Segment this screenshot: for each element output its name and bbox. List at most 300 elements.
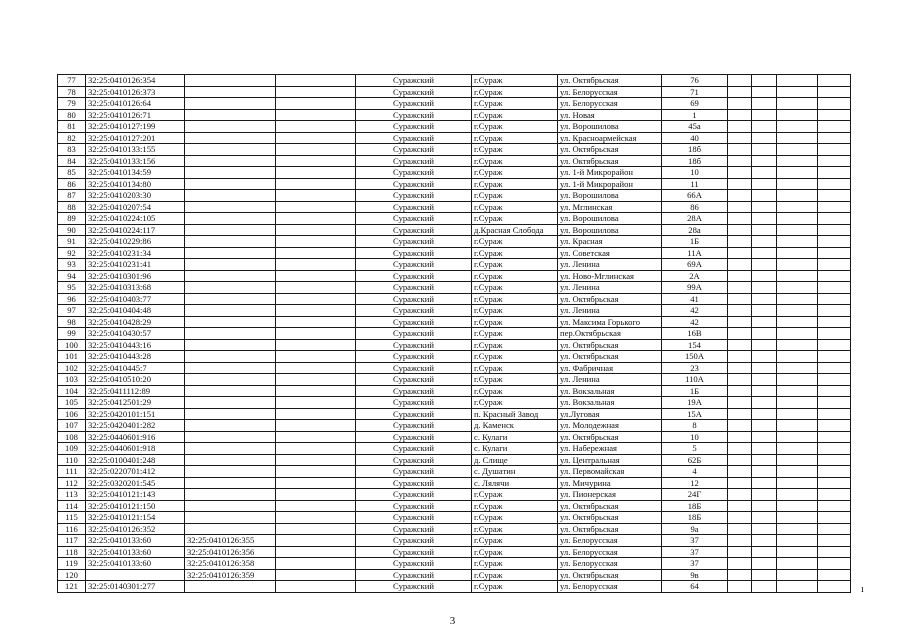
blank-cell [818, 282, 851, 294]
row-number-cell: 99 [58, 328, 86, 340]
secondary-cadastral-cell [185, 500, 276, 512]
street-cell: ул. Советская [558, 247, 662, 259]
secondary-cadastral-cell [185, 167, 276, 179]
house-number-cell: 42 [662, 316, 728, 328]
table-row [58, 454, 851, 466]
locality-cell: г.Сураж [472, 489, 558, 501]
row-number-cell: 88 [58, 201, 86, 213]
blank-cell [728, 282, 752, 294]
street-cell: ул. Октябрьская [558, 569, 662, 581]
blank-cell [752, 420, 777, 432]
cadastral-number-cell: 32:25:0410313:68 [86, 282, 185, 294]
cadastral-number-cell: 32:25:0410224:117 [86, 224, 185, 236]
blank-cell [777, 316, 818, 328]
district-cell: Суражский [356, 190, 472, 202]
street-cell: ул. Красноармейская [558, 132, 662, 144]
secondary-cadastral-cell: 32:25:0410126:359 [185, 569, 276, 581]
cadastral-number-cell: 32:25:0410127:199 [86, 121, 185, 133]
table-row [58, 270, 851, 282]
blank-cell [752, 385, 777, 397]
blank-cell [777, 293, 818, 305]
house-number-cell: 66А [662, 190, 728, 202]
secondary-cadastral-cell [185, 305, 276, 317]
blank-cell [752, 569, 777, 581]
district-cell: Суражский [356, 535, 472, 547]
blank-cell [728, 581, 752, 593]
blank-cell [752, 477, 777, 489]
street-cell: ул. 1-й Микрорайон [558, 167, 662, 179]
row-number-cell: 86 [58, 178, 86, 190]
street-cell: ул. Вокзальная [558, 385, 662, 397]
district-cell: Суражский [356, 408, 472, 420]
empty-cell [276, 305, 356, 317]
secondary-cadastral-cell [185, 282, 276, 294]
blank-cell [818, 546, 851, 558]
table-row [58, 420, 851, 432]
blank-cell [777, 500, 818, 512]
house-number-cell: 18Б [662, 500, 728, 512]
street-cell: ул. Первомайская [558, 466, 662, 478]
blank-cell [818, 569, 851, 581]
house-number-cell: 9в [662, 569, 728, 581]
blank-cell [752, 523, 777, 535]
row-number-cell: 112 [58, 477, 86, 489]
blank-cell [728, 121, 752, 133]
blank-cell [752, 316, 777, 328]
row-number-cell: 95 [58, 282, 86, 294]
blank-cell [777, 270, 818, 282]
table-row [58, 282, 851, 294]
cadastral-number-cell: 32:25:0410127:201 [86, 132, 185, 144]
district-cell: Суражский [356, 270, 472, 282]
table-row [58, 569, 851, 581]
table-row [58, 443, 851, 455]
street-cell: ул. Ворошилова [558, 121, 662, 133]
street-cell: ул. Мичурина [558, 477, 662, 489]
blank-cell [752, 397, 777, 409]
cadastral-number-cell: 32:25:0140301:277 [86, 581, 185, 593]
blank-cell [777, 109, 818, 121]
secondary-cadastral-cell [185, 259, 276, 271]
empty-cell [276, 270, 356, 282]
cadastral-number-cell: 32:25:0420101:151 [86, 408, 185, 420]
blank-cell [752, 132, 777, 144]
table-row [58, 259, 851, 271]
blank-cell [777, 523, 818, 535]
district-cell: Суражский [356, 351, 472, 363]
blank-cell [818, 178, 851, 190]
street-cell: ул. Белорусская [558, 546, 662, 558]
blank-cell [728, 535, 752, 547]
locality-cell: г.Сураж [472, 109, 558, 121]
house-number-cell: 64 [662, 581, 728, 593]
street-cell: ул. Белорусская [558, 581, 662, 593]
street-cell: ул. Ворошилова [558, 190, 662, 202]
blank-cell [728, 259, 752, 271]
blank-cell [777, 213, 818, 225]
district-cell: Суражский [356, 431, 472, 443]
empty-cell [276, 385, 356, 397]
cadastral-number-cell: 32:25:0410510:20 [86, 374, 185, 386]
blank-cell [818, 362, 851, 374]
blank-cell [818, 500, 851, 512]
table-row [58, 224, 851, 236]
house-number-cell: 110А [662, 374, 728, 386]
street-cell: ул.Луговая [558, 408, 662, 420]
cadastral-number-cell: 32:25:0410134:59 [86, 167, 185, 179]
empty-cell [276, 569, 356, 581]
table-row [58, 431, 851, 443]
cadastral-number-cell: 32:25:0410126:373 [86, 86, 185, 98]
street-cell: ул. Октябрьская [558, 523, 662, 535]
blank-cell [728, 546, 752, 558]
district-cell: Суражский [356, 443, 472, 455]
street-cell: ул. Октябрьская [558, 431, 662, 443]
blank-cell [728, 466, 752, 478]
empty-cell [276, 535, 356, 547]
blank-cell [752, 236, 777, 248]
street-cell: ул. Октябрьская [558, 339, 662, 351]
table-row [58, 316, 851, 328]
table-row [58, 512, 851, 524]
table-row [58, 178, 851, 190]
empty-cell [276, 247, 356, 259]
blank-cell [728, 523, 752, 535]
blank-cell [752, 144, 777, 156]
blank-cell [728, 431, 752, 443]
empty-cell [276, 339, 356, 351]
blank-cell [777, 328, 818, 340]
table-row [58, 213, 851, 225]
secondary-cadastral-cell [185, 328, 276, 340]
cadastral-number-cell: 32:25:0420401:282 [86, 420, 185, 432]
street-cell: ул. Октябрьская [558, 500, 662, 512]
blank-cell [752, 500, 777, 512]
blank-cell [752, 546, 777, 558]
locality-cell: г.Сураж [472, 351, 558, 363]
locality-cell: г.Сураж [472, 155, 558, 167]
blank-cell [728, 201, 752, 213]
table-row [58, 155, 851, 167]
blank-cell [728, 454, 752, 466]
cadastral-number-cell: 32:25:0410231:34 [86, 247, 185, 259]
blank-cell [777, 431, 818, 443]
house-number-cell: 18б [662, 144, 728, 156]
house-number-cell: 37 [662, 558, 728, 570]
secondary-cadastral-cell [185, 132, 276, 144]
blank-cell [818, 512, 851, 524]
row-number-cell: 93 [58, 259, 86, 271]
blank-cell [777, 259, 818, 271]
empty-cell [276, 420, 356, 432]
blank-cell [752, 489, 777, 501]
blank-cell [752, 270, 777, 282]
street-cell: ул. Октябрьская [558, 512, 662, 524]
blank-cell [728, 224, 752, 236]
blank-cell [752, 328, 777, 340]
street-cell: ул. 1-й Микрорайон [558, 178, 662, 190]
cadastral-number-cell: 32:25:0411112:89 [86, 385, 185, 397]
street-cell: ул. Ворошилова [558, 213, 662, 225]
blank-cell [728, 397, 752, 409]
locality-cell: г.Сураж [472, 132, 558, 144]
blank-cell [752, 339, 777, 351]
locality-cell: г.Сураж [472, 328, 558, 340]
locality-cell: г.Сураж [472, 374, 558, 386]
blank-cell [728, 512, 752, 524]
blank-cell [818, 397, 851, 409]
table-row [58, 75, 851, 87]
street-cell: ул. Фабричная [558, 362, 662, 374]
blank-cell [752, 408, 777, 420]
blank-cell [818, 454, 851, 466]
blank-cell [818, 144, 851, 156]
blank-cell [818, 316, 851, 328]
blank-cell [752, 293, 777, 305]
blank-cell [818, 305, 851, 317]
district-cell: Суражский [356, 236, 472, 248]
district-cell: Суражский [356, 581, 472, 593]
district-cell: Суражский [356, 305, 472, 317]
row-number-cell: 108 [58, 431, 86, 443]
blank-cell [777, 397, 818, 409]
street-cell: ул. Октябрьская [558, 293, 662, 305]
house-number-cell: 28а [662, 224, 728, 236]
empty-cell [276, 328, 356, 340]
secondary-cadastral-cell [185, 374, 276, 386]
blank-cell [752, 121, 777, 133]
empty-cell [276, 132, 356, 144]
locality-cell: г.Сураж [472, 305, 558, 317]
street-cell: ул. Ленина [558, 305, 662, 317]
empty-cell [276, 477, 356, 489]
district-cell: Суражский [356, 121, 472, 133]
blank-cell [777, 178, 818, 190]
secondary-cadastral-cell [185, 224, 276, 236]
street-cell: ул. Октябрьская [558, 155, 662, 167]
blank-cell [777, 98, 818, 110]
blank-cell [818, 523, 851, 535]
secondary-cadastral-cell [185, 420, 276, 432]
row-number-cell: 104 [58, 385, 86, 397]
empty-cell [276, 109, 356, 121]
district-cell: Суражский [356, 316, 472, 328]
blank-cell [752, 86, 777, 98]
district-cell: Суражский [356, 374, 472, 386]
blank-cell [728, 351, 752, 363]
blank-cell [818, 190, 851, 202]
street-cell: ул. Белорусская [558, 86, 662, 98]
empty-cell [276, 558, 356, 570]
cadastral-number-cell: 32:25:0410445:7 [86, 362, 185, 374]
cadastral-number-cell: 32:25:0410133:156 [86, 155, 185, 167]
blank-cell [777, 75, 818, 87]
blank-cell [818, 75, 851, 87]
cadastral-number-cell: 32:25:0410229:86 [86, 236, 185, 248]
blank-cell [728, 477, 752, 489]
secondary-cadastral-cell [185, 316, 276, 328]
row-number-cell: 84 [58, 155, 86, 167]
blank-cell [728, 178, 752, 190]
district-cell: Суражский [356, 362, 472, 374]
locality-cell: г.Сураж [472, 270, 558, 282]
row-number-cell: 109 [58, 443, 86, 455]
blank-cell [752, 581, 777, 593]
locality-cell: г.Сураж [472, 190, 558, 202]
district-cell: Суражский [356, 546, 472, 558]
table-row [58, 523, 851, 535]
district-cell: Суражский [356, 293, 472, 305]
empty-cell [276, 362, 356, 374]
district-cell: Суражский [356, 109, 472, 121]
document-sheet [57, 74, 851, 593]
empty-cell [276, 316, 356, 328]
table-row [58, 397, 851, 409]
house-number-cell: 18Б [662, 512, 728, 524]
district-cell: Суражский [356, 178, 472, 190]
empty-cell [276, 155, 356, 167]
locality-cell: г.Сураж [472, 569, 558, 581]
blank-cell [777, 420, 818, 432]
blank-cell [818, 213, 851, 225]
table-row [58, 190, 851, 202]
table-row [58, 466, 851, 478]
cadastral-number-cell: 32:25:0410224:105 [86, 213, 185, 225]
blank-cell [752, 155, 777, 167]
blank-cell [728, 328, 752, 340]
district-cell: Суражский [356, 512, 472, 524]
blank-cell [752, 282, 777, 294]
locality-cell: г.Сураж [472, 339, 558, 351]
blank-cell [818, 236, 851, 248]
empty-cell [276, 213, 356, 225]
cadastral-number-cell: 32:25:0410231:41 [86, 259, 185, 271]
blank-cell [728, 558, 752, 570]
row-number-cell: 102 [58, 362, 86, 374]
secondary-cadastral-cell [185, 247, 276, 259]
blank-cell [728, 86, 752, 98]
secondary-cadastral-cell: 32:25:0410126:358 [185, 558, 276, 570]
blank-cell [752, 201, 777, 213]
blank-cell [777, 236, 818, 248]
house-number-cell: 1Б [662, 236, 728, 248]
secondary-cadastral-cell [185, 431, 276, 443]
blank-cell [728, 270, 752, 282]
cadastral-number-cell: 32:25:0410430:57 [86, 328, 185, 340]
cadastral-number-cell: 32:25:0410403:77 [86, 293, 185, 305]
row-number-cell: 80 [58, 109, 86, 121]
row-number-cell: 111 [58, 466, 86, 478]
street-cell: ул. Вокзальная [558, 397, 662, 409]
row-number-cell: 114 [58, 500, 86, 512]
cadastral-number-cell: 32:25:0410126:71 [86, 109, 185, 121]
table-row [58, 489, 851, 501]
district-cell: Суражский [356, 477, 472, 489]
empty-cell [276, 190, 356, 202]
house-number-cell: 1Б [662, 385, 728, 397]
district-cell: Суражский [356, 201, 472, 213]
blank-cell [818, 374, 851, 386]
blank-cell [777, 466, 818, 478]
district-cell: Суражский [356, 144, 472, 156]
secondary-cadastral-cell [185, 121, 276, 133]
blank-cell [777, 408, 818, 420]
table-row [58, 351, 851, 363]
district-cell: Суражский [356, 282, 472, 294]
blank-cell [818, 339, 851, 351]
cadastral-number-cell [86, 569, 185, 581]
blank-cell [752, 259, 777, 271]
row-number-cell: 115 [58, 512, 86, 524]
house-number-cell: 42 [662, 305, 728, 317]
empty-cell [276, 75, 356, 87]
blank-cell [752, 305, 777, 317]
house-number-cell: 24Г [662, 489, 728, 501]
row-number-cell: 90 [58, 224, 86, 236]
district-cell: Суражский [356, 558, 472, 570]
district-cell: Суражский [356, 247, 472, 259]
street-cell: ул. Ленина [558, 282, 662, 294]
locality-cell: г.Сураж [472, 535, 558, 547]
blank-cell [728, 132, 752, 144]
locality-cell: г.Сураж [472, 144, 558, 156]
locality-cell: г.Сураж [472, 213, 558, 225]
blank-cell [777, 477, 818, 489]
locality-cell: г.Сураж [472, 86, 558, 98]
house-number-cell: 19А [662, 397, 728, 409]
blank-cell [818, 247, 851, 259]
row-number-cell: 78 [58, 86, 86, 98]
secondary-cadastral-cell [185, 489, 276, 501]
blank-cell [818, 155, 851, 167]
blank-cell [818, 558, 851, 570]
street-cell: ул. Белорусская [558, 535, 662, 547]
house-number-cell: 11 [662, 178, 728, 190]
row-number-cell: 100 [58, 339, 86, 351]
locality-cell: с. Кулаги [472, 443, 558, 455]
locality-cell: с. Лялячи [472, 477, 558, 489]
locality-cell: д. Слище [472, 454, 558, 466]
house-number-cell: 9а [662, 523, 728, 535]
locality-cell: г.Сураж [472, 293, 558, 305]
table-row [58, 132, 851, 144]
blank-cell [728, 109, 752, 121]
street-cell: ул. Ново-Мглинская [558, 270, 662, 282]
district-cell: Суражский [356, 500, 472, 512]
street-cell: ул. Красная [558, 236, 662, 248]
blank-cell [818, 293, 851, 305]
empty-cell [276, 178, 356, 190]
blank-cell [777, 144, 818, 156]
table-row [58, 201, 851, 213]
district-cell: Суражский [356, 489, 472, 501]
cadastral-number-cell: 32:25:0410133:60 [86, 546, 185, 558]
blank-cell [818, 167, 851, 179]
cadastral-number-cell: 32:25:0410133:155 [86, 144, 185, 156]
blank-cell [728, 167, 752, 179]
row-number-cell: 77 [58, 75, 86, 87]
blank-cell [728, 75, 752, 87]
locality-cell: г.Сураж [472, 397, 558, 409]
locality-cell: г.Сураж [472, 362, 558, 374]
empty-cell [276, 581, 356, 593]
blank-cell [777, 569, 818, 581]
blank-cell [818, 259, 851, 271]
blank-cell [777, 201, 818, 213]
locality-cell: с. Кулаги [472, 431, 558, 443]
cadastral-number-cell: 32:25:0440601:918 [86, 443, 185, 455]
cadastral-number-cell: 32:25:0410126:354 [86, 75, 185, 87]
